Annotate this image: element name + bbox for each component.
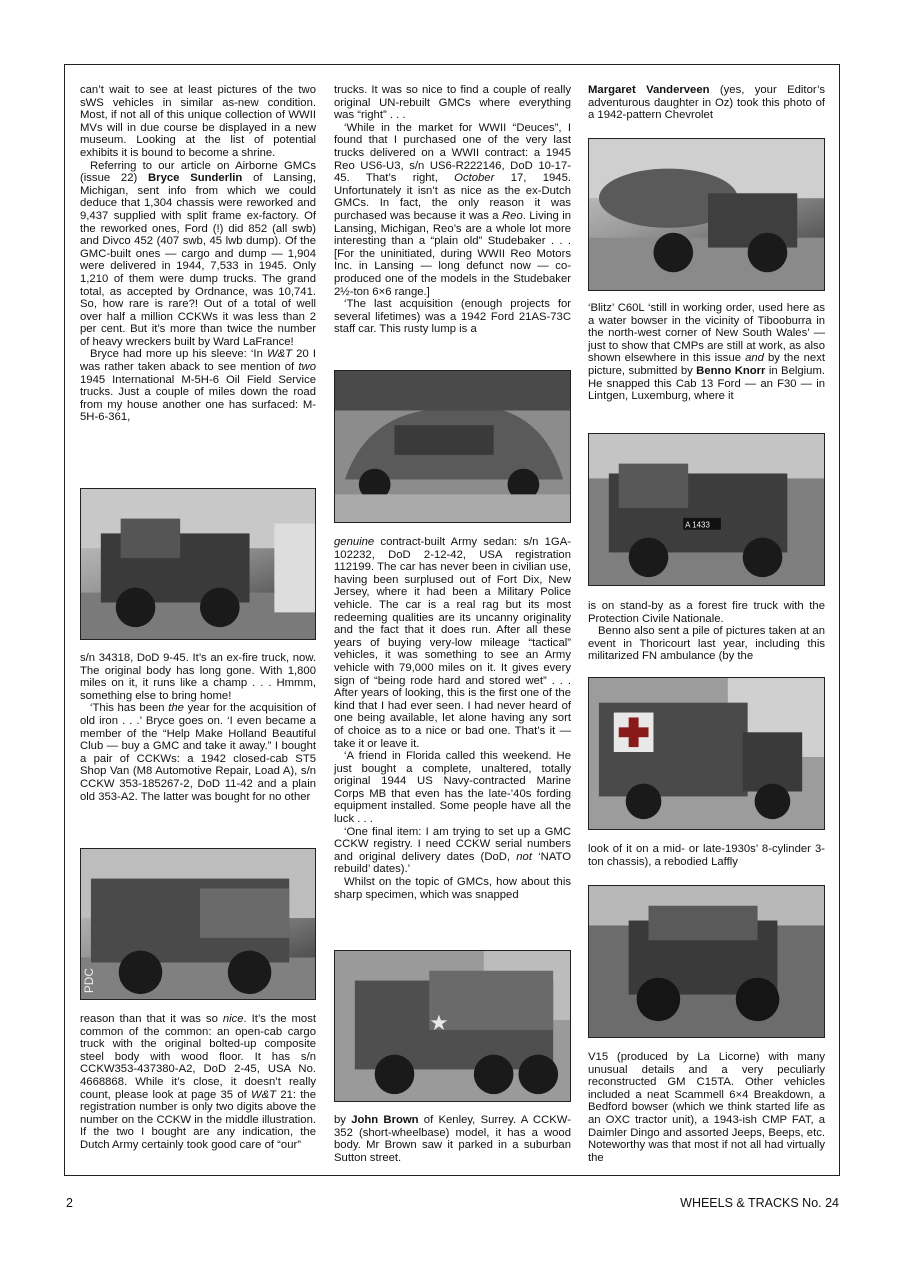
column-3-lower bbox=[588, 843, 825, 868]
magazine-issue: WHEELS & TRACKS No. 24 bbox=[680, 1196, 839, 1210]
column-2-top bbox=[334, 84, 571, 336]
column-2-bottom bbox=[334, 1114, 571, 1164]
column-1-top bbox=[80, 84, 316, 424]
paragraph: ‘While in the market for WWII “Deuces”, I found that I purchased one of the very last trucks delivered on a WWII contract: a 1945 Reo US6-U3, s/n US6-R222146, DoD 10-17-45. That’s right, October 17, 1945. Unfortunately it isn’t as nice as the ex-Dutch GMCs. In fact, the only reason it was purchased was because it was a Reo. Living in Lansing, Michigan, Reo’s are a whole lot more interesting than a “plain old” Studebaker . . . [For the uninitiated, during WWII Reo Motors Inc. in Lansing — long defunct now — co-produced one of the models in the Studebaker 2½-ton 6×6 range.] bbox=[334, 121, 571, 298]
paragraph: ‘One final item: I am trying to set up a GMC CCKW registry. I need CCKW serial numbers and original delivery dates (DoD, not ‘NATO rebuild’ dates).’ bbox=[334, 825, 571, 876]
svg-text:★: ★ bbox=[429, 1009, 449, 1035]
photo-international-truck bbox=[80, 488, 316, 640]
photo-chevrolet-water-bowser bbox=[588, 138, 825, 291]
paragraph: ‘This has been the year for the acquisition of old iron . . .’ Bryce goes on. ‘I even became a member of the “Help Make Holland Beautiful Club — buy a GMC and take it away.” I bought a pair of CCKWs: a 1942 closed-cab ST5 Shop Van (M8 Automotive Repair, Load A), s/n CCKW 353-185267-2, DoD 11-42 and a plain old 353-A2. The latter was bought for no other bbox=[80, 702, 316, 803]
paragraph: Referring to our article on Airborne GMCs (issue 22) Bryce Sunderlin of Lansing, Michigan, sent info from which we could deduce that 1,304 chassis were reworked and 9,437 supplied with split frame ex-factory. Of the reworked ones, Ford (!) did 852 (all swb) and Divco 452 (407 swb, 45 lwb dump). Of the GMC-built ones — cargo and dump — 1,904 were delivered in 1944, 7,533 in 1945. Only 1,210 of them were dump trucks. The grand total, as accepted by Ordnance, was 10,741. So, how rare is rare?! Out of a total of well over half a million CCKWs it was less than 2 per cent. But it’s more than twice the number of heavy wreckers built by Ward LaFrance! bbox=[80, 159, 316, 348]
paragraph: Bryce had more up his sleeve: ‘In W&T 20 I was rather taken aback to see mention of two 1945 International M-5H-6 Oil Field Service trucks. Just a couple of miles down the road from my house another one has surfaced: M-5H-6-361, bbox=[80, 348, 317, 424]
paragraph: Benno also sent a pile of pictures taken at an event in Thoricourt last year, including this militarized FN ambulance (by the bbox=[588, 625, 825, 663]
photo-laffly-v15 bbox=[588, 885, 825, 1038]
paragraph: is on stand-by as a forest fire truck with the Protection Civile Nationale. bbox=[588, 600, 825, 625]
paragraph: ‘A friend in Florida called this weekend. He just bought a complete, unaltered, totally original 1944 US Navy-contracted Marine Corps MB that even has the late-’40s fording equipment installed. Some people have all the luck . . . bbox=[334, 750, 571, 826]
photo-ford-staff-car bbox=[334, 370, 571, 523]
door-marking: PDC bbox=[81, 968, 96, 994]
photo-cckw-352-truck bbox=[334, 950, 571, 1102]
paragraph: V15 (produced by La Licorne) with many unusual details and a very peculiarly reconstructed GM C15TA. Other vehicles included a neat Scammell 6×4 Breakdown, a Bedford bowser (which we think started life as an OXC tractor unit), a 1943-ish CMP FAT, a Daimler Dingo and assorted Jeeps, Beeps, etc. Noteworthy was that most if not all had virtually the bbox=[588, 1051, 825, 1164]
paragraph: Margaret Vanderveen (yes, your Editor’s adventurous daughter in Oz) took this photo of a 1942-pattern Chevrolet bbox=[588, 84, 825, 122]
photo-cckw-cargo-truck bbox=[80, 848, 316, 1000]
column-1-middle bbox=[80, 652, 316, 803]
paragraph: Whilst on the topic of GMCs, how about this sharp specimen, which was snapped bbox=[334, 876, 571, 901]
column-2-middle bbox=[334, 536, 571, 901]
column-3-middle bbox=[588, 600, 825, 663]
paragraph: genuine contract-built Army sedan: s/n 1GA-102232, DoD 2-12-42, USA registration 112199. The car has never been in civilian use, having been surplused out of Fort Dix, New Jersey, where it had been a Military Police vehicle. The car is a real rag but its most redeeming qualities are its uncanny originality and the fact that it does run. After all these years of buying very-low mileage “tactical” vehicles, it was something to see an Army vehicle with 79,000 miles on it. It gives every sign of “being rode hard and stored wet” . . . After years of looking, this is the first one of the kind that I had ever seen. I had never heard of one being available, let alone having any sort of choice as to a nice or bad one. That’s it — take it or leave it. bbox=[334, 536, 571, 750]
column-3-upper bbox=[588, 302, 825, 403]
photo-fn-ambulance bbox=[588, 677, 825, 830]
paragraph: ‘The last acquisition (enough projects for several lifetimes) was a 1942 Ford 21AS-73C staff car. This rusty lump is a bbox=[334, 298, 571, 336]
paragraph: trucks. It was so nice to find a couple of really original UN-rebuilt GMCs where everything was “right” . . . bbox=[334, 84, 571, 122]
paragraph: s/n 34318, DoD 9-45. It’s an ex-fire truck, now. The original body has long gone. With 1,800 miles on it, it runs like a champ . . . Hmmm, something else to bring home! bbox=[80, 652, 316, 702]
column-1-bottom bbox=[80, 1013, 316, 1152]
paragraph: look of it on a mid- or late-1930s’ 8-cylinder 3-ton chassis), a rebodied Laffly bbox=[588, 843, 825, 868]
photo-ford-f30-fire-truck bbox=[588, 433, 825, 586]
paragraph: reason than that it was so nice. It’s the most common of the common: an open-cab cargo truck with the original bolted-up composite steel body with wood floor. It has s/n CCKW353-437380-A2, DoD 2-45, USA No. 4668868. While it’s close, it doesn’t really count, please look at page 35 of W&T 21: the registration number is only two digits above the number on the CCKW in the middle illustration. If the two I bought are any indication, the Dutch Army certainly took good care of “our” bbox=[80, 1013, 316, 1151]
paragraph: ‘Blitz’ C60L ‘still in working order, used here as a water bowser in the vicinity of Tibooburra in the north-west corner of New South Wales’ — just to show that CMPs are still at work, as also shown elsewhere in this issue and by the next picture, submitted by Benno Knorr in Belgium. He snapped this Cab 13 Ford — an F30 — in Lintgen, Luxemburg, where it bbox=[588, 302, 826, 403]
column-3-top bbox=[588, 84, 825, 122]
page-number: 2 bbox=[66, 1196, 73, 1210]
paragraph: can’t wait to see at least pictures of the two sWS vehicles in similar as-new condition. Most, if not all of this unique collection of WWII MVs will in due course be displayed in a new museum. Looking at the list of potential exhibits it is bound to become a shrine. bbox=[80, 84, 316, 159]
registration-plate: A 1433 bbox=[685, 520, 710, 530]
column-3-bottom bbox=[588, 1051, 825, 1164]
paragraph: by John Brown of Kenley, Surrey. A CCKW-352 (short-wheelbase) model, it has a wood body. Mr Brown saw it parked in a suburban Sutton street. bbox=[334, 1114, 571, 1164]
